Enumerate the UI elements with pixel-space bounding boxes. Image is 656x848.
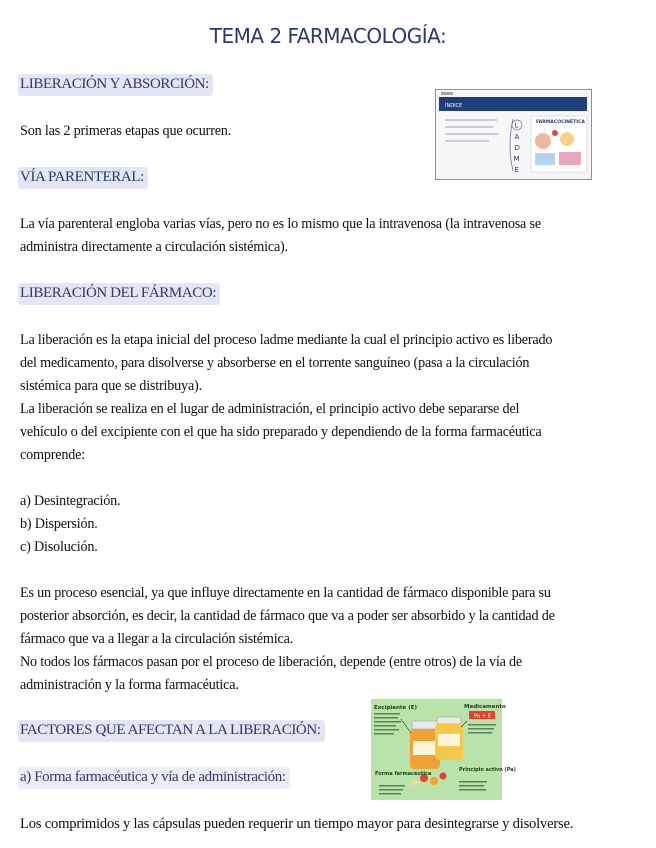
ladme-letter: A (514, 133, 520, 141)
paragraph-line: vehículo o del excipiente con el que ha sido preparado y dependiendo de la forma farmacéutica (20, 424, 542, 440)
label-formula: Pa + E (474, 713, 491, 720)
label-medicamento: Medicamento (464, 704, 506, 710)
paragraph-line: del medicamento, para disolverse y absorberse en el torrente sanguíneo (pasa a la circulación (20, 355, 530, 371)
ladme-letter: E (514, 166, 519, 174)
label-principio-activo: Principio activo (Pa) (459, 767, 516, 773)
heading-liberacion-farmaco: LIBERACIÓN DEL FÁRMACO: (18, 283, 220, 305)
ladme-letter: M (513, 155, 520, 163)
subheading-forma-farmaceutica: a) Forma farmacéutica y vía de administración: (18, 767, 290, 789)
paragraph-line: fármaco que va a llegar a la circulación sistémica. (20, 631, 294, 647)
label-excipiente: Excipiente (E) (374, 705, 417, 711)
paragraph-line: comprende: (20, 447, 85, 463)
paragraph-line: posterior absorción, es decir, la cantidad de fármaco que va a poder ser absorbido y la cantidad de (20, 608, 555, 624)
ladme-letter: L (514, 121, 519, 130)
medicamento-illustration (371, 699, 516, 800)
paragraph-line: No todos los fármacos pasan por el proceso de liberación, depende (entre otros) de la vía de (20, 654, 523, 670)
heading-factores: FACTORES QUE AFECTAN A LA LIBERACIÓN: (18, 720, 325, 742)
paragraph-line: Son las 2 primeras etapas que ocurren. (20, 123, 232, 139)
paragraph-line: La vía parenteral engloba varias vías, pero no es lo mismo que la intravenosa (la intravenosa se (20, 216, 541, 232)
page-title: TEMA 2 FARMACOLOGÍA: (209, 24, 447, 48)
paragraph-line: Es un proceso esencial, ya que influye directamente en la cantidad de fármaco disponible para su (20, 585, 551, 601)
list-item: b) Dispersión. (20, 516, 98, 532)
paragraph-line: administración y la forma farmacéutica. (20, 677, 239, 693)
label-forma-farmaceutica: Forma farmacéutica (375, 771, 432, 777)
paragraph-line: La liberación es la etapa inicial del proceso ladme mediante la cual el principio activo es liberado (20, 332, 553, 348)
paragraph-line: sistémica para que se distribuya). (20, 378, 202, 394)
paragraph-line: La liberación se realiza en el lugar de administración, el principio activo debe separarse del (20, 401, 520, 417)
list-item: a) Desintegración. (20, 493, 121, 509)
paragraph-line: administra directamente a circulación sistémica). (20, 239, 288, 255)
heading-via-parenteral: VÍA PARENTERAL: (18, 167, 148, 189)
slide-panel-title: FARMACOCINÉTICA (536, 120, 585, 125)
heading-liberacion-absorcion: LIBERACIÓN Y ABSORCIÓN: (18, 74, 213, 96)
list-item: c) Disolución. (20, 539, 98, 555)
ladme-letter: D (514, 144, 520, 152)
ladme-slide-image (435, 89, 592, 180)
paragraph-line: Los comprimidos y las cápsulas pueden requerir un tiempo mayor para desintegrarse y disolverse. (20, 816, 574, 832)
slide-header-text: ÍNDICE (445, 103, 463, 109)
